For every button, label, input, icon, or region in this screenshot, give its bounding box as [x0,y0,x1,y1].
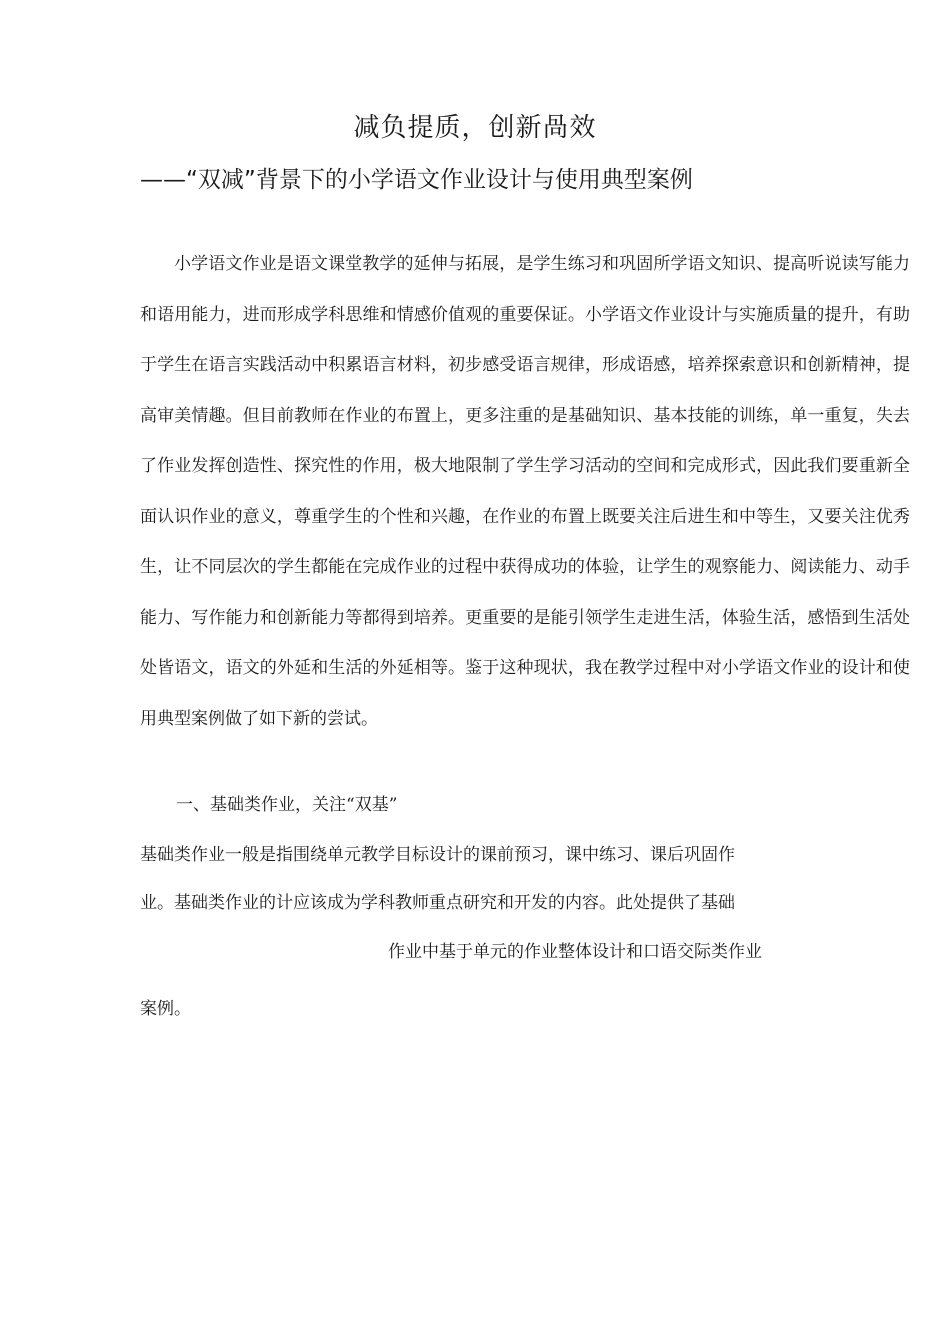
document-title: 减负提质，创新咼效 [353,113,597,143]
section-text-line: 业。基础类作业的计应该成为学科教师重点研究和开发的内容。此处提供了基础 [140,893,735,913]
section-heading: 一、基础类作业，关注“双基” [176,795,398,815]
intro-paragraph: 小学语文作业是语文课堂教学的延伸与拓展，是学生练习和巩固所学语文知识、提高听说读写能力和语用能力，进而形成学科思维和情感价值观的重要保证。小学语文作业设计与实施质量的提升，有助于学生在语言实践活动中积累语言材料，初步感受语言规律，形成语感，培养探索意识和创新精神，提高审美情趣。但目前教师在作业的布置上，更多注重的是基础知识、基本技能的训练，单一重复，失去了作业发挥创造性、探究性的作用，极大地限制了学生学习活动的空间和完成形式，因此我们要重新全面认识作业的意义，尊重学生的个性和兴趣，在作业的布置上既要关注后进生和中等生，又要关注优秀生，让不同层次的学生都能在完成作业的过程中获得成功的体验，让学生的观察能力、阅读能力、动手能力、写作能力和创新能力等都得到培养。更重要的是能引领学生走进生活，体验生活，感悟到生活处处皆语文，语文的外延和生活的外延相等。鉴于这种现状，我在教学过程中对小学语文作业的设计和使用典型案例做了如下新的尝试。 [140,254,910,729]
section-text-line: 作业中基于单元的作业整体设计和口语交际类作业 [388,942,762,962]
section-text-line: 基础类作业一般是指围绕单元教学目标设计的课前预习，课中练习、课后巩固作 [140,845,735,865]
section-text-line: 案例。 [140,999,191,1019]
document-subtitle: ——“双减”背景下的小学语文作业设计与使用典型案例 [140,167,693,193]
